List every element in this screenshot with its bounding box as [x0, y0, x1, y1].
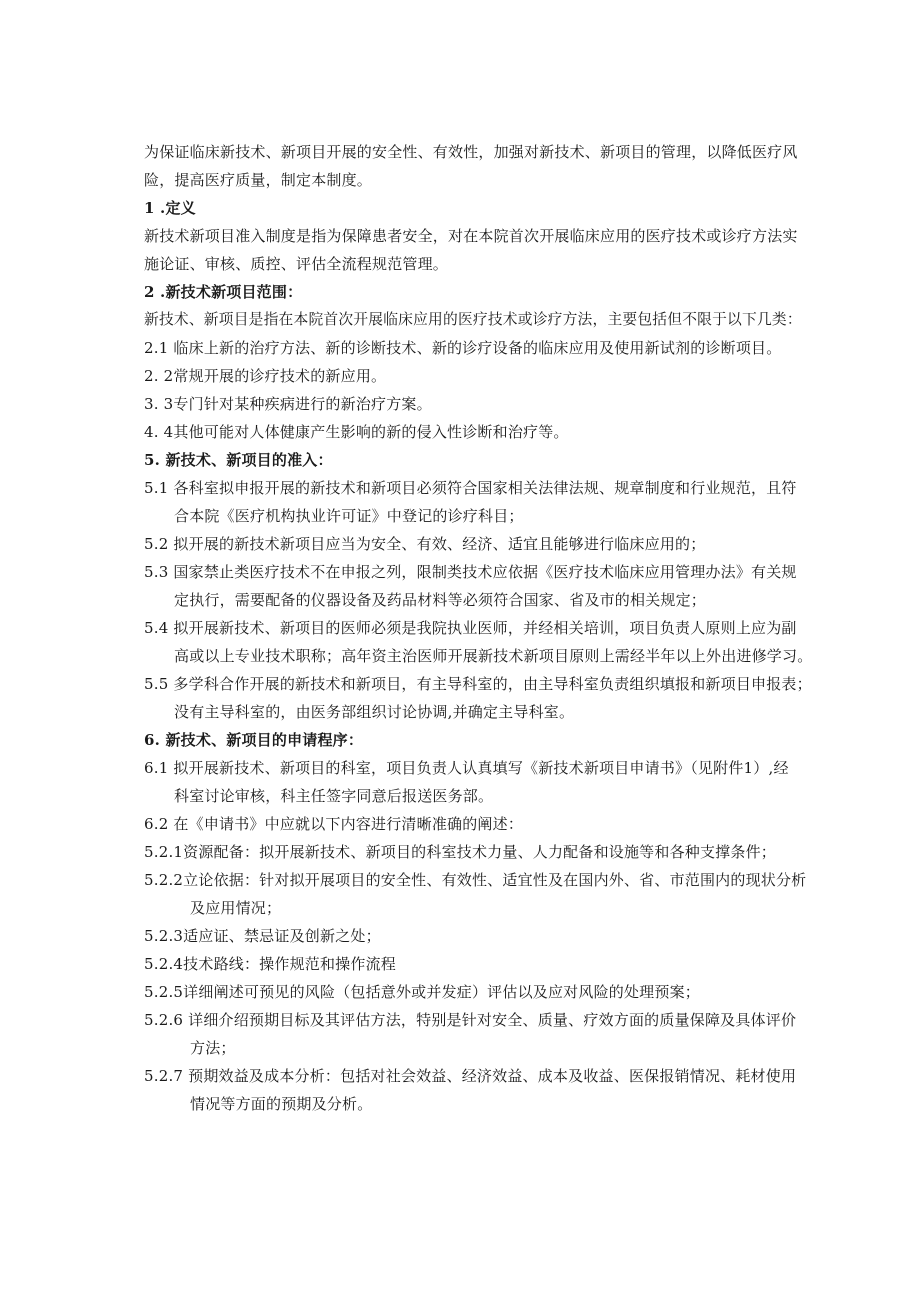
section-6-sub-5: 5.2.5详细阐述可预见的风险（包括意外或并发症）评估以及应对风险的处理预案； [144, 983, 700, 1001]
section-6-sub-7-line-1: 5.2.7 预期效益及成本分析：包括对社会效益、经济效益、成本及收益、医保报销情况、耗材使用 [144, 1067, 797, 1085]
intro-line-2: 险，提高医疗质量，制定本制度。 [144, 171, 373, 189]
section-6-sub-3: 5.2.3适应证、禁忌证及创新之处； [144, 927, 381, 945]
section-6-sub-1: 5.2.1资源配备：拟开展新技术、新项目的科室技术力量、人力配备和设施等和各种支撑条件； [144, 843, 776, 861]
section-5-item-4-line-2: 高或以上专业技术职称；高年资主治医师开展新技术新项目原则上需经半年以上外出进修学习。 [174, 647, 813, 665]
section-6-sub-7-line-2: 情况等方面的预期及分析。 [190, 1095, 373, 1113]
section-6-item-1-line-2: 科室讨论审核，科主任签字同意后报送医务部。 [174, 787, 494, 805]
section-6-item-1-line-1: 6.1 拟开展新技术、新项目的科室，项目负责人认真填写《新技术新项目申请书》（见附件1）,经 [144, 759, 789, 777]
intro-line-1: 为保证临床新技术、新项目开展的安全性、有效性，加强对新技术、新项目的管理，以降低医疗风 [144, 143, 798, 161]
section-5-item-5-line-2: 没有主导科室的，由医务部组织讨论协调,并确定主导科室。 [174, 703, 575, 721]
section-5-item-2: 5.2 拟开展的新技术新项目应当为安全、有效、经济、适宜且能够进行临床应用的； [144, 535, 706, 553]
section-2-heading: 2 .新技术新项目范围： [144, 283, 303, 301]
section-6-sub-6-line-1: 5.2.6 详细介绍预期目标及其评估方法，特别是针对安全、质量、疗效方面的质量保障及具体评价 [144, 1011, 797, 1029]
section-5-heading: 5. 新技术、新项目的准入： [144, 451, 333, 469]
section-5-item-5-line-1: 5.5 多学科合作开展的新技术和新项目，有主导科室的，由主导科室负责组织填报和新项目申报表； [144, 675, 812, 693]
section-1-heading: 1 .定义 [144, 199, 196, 217]
section-1-body-line-2: 施论证、审核、质控、评估全流程规范管理。 [144, 255, 449, 273]
section-6-sub-6-line-2: 方法； [190, 1039, 236, 1057]
section-5-item-3-line-1: 5.3 国家禁止类医疗技术不在申报之列，限制类技术应依据《医疗技术临床应用管理办法》有关规 [144, 563, 797, 581]
section-6-item-2: 6.2 在《申请书》中应就以下内容进行清晰准确的阐述： [144, 815, 524, 833]
section-2-item-4: 4. 4其他可能对人体健康产生影响的新的侵入性诊断和治疗等。 [144, 423, 569, 441]
section-5-item-1-line-1: 5.1 各科室拟申报开展的新技术和新项目必须符合国家相关法律法规、规章制度和行业规范，且符 [144, 479, 797, 497]
section-6-heading: 6. 新技术、新项目的申请程序： [144, 731, 364, 749]
section-2-item-2: 2. 2常规开展的诊疗技术的新应用。 [144, 367, 387, 385]
section-1-body-line-1: 新技术新项目准入制度是指为保障患者安全，对在本院首次开展临床应用的医疗技术或诊疗方法实 [144, 227, 798, 245]
section-5-item-4-line-1: 5.4 拟开展新技术、新项目的医师必须是我院执业医师，并经相关培训，项目负责人原则上应为副 [144, 619, 797, 637]
section-5-item-1-line-2: 合本院《医疗机构执业许可证》中登记的诊疗科目； [174, 507, 524, 525]
section-2-body: 新技术、新项目是指在本院首次开展临床应用的医疗技术或诊疗方法，主要包括但不限于以下几类： [144, 311, 802, 328]
section-5-item-3-line-2: 定执行，需要配备的仪器设备及药品材料等必须符合国家、省及市的相关规定； [174, 591, 707, 609]
section-6-sub-2-line-2: 及应用情况； [190, 899, 282, 917]
section-2-item-1: 2.1 临床上新的治疗方法、新的诊断技术、新的诊疗设备的临床应用及使用新试剂的诊断项目。 [144, 339, 782, 357]
section-6-sub-4: 5.2.4技术路线：操作规范和操作流程 [144, 955, 396, 973]
section-2-item-3: 3. 3专门针对某种疾病进行的新治疗方案。 [144, 395, 432, 413]
section-6-sub-2-line-1: 5.2.2立论依据：针对拟开展项目的安全性、有效性、适宜性及在国内外、省、市范围内的现状分析 [144, 871, 807, 889]
